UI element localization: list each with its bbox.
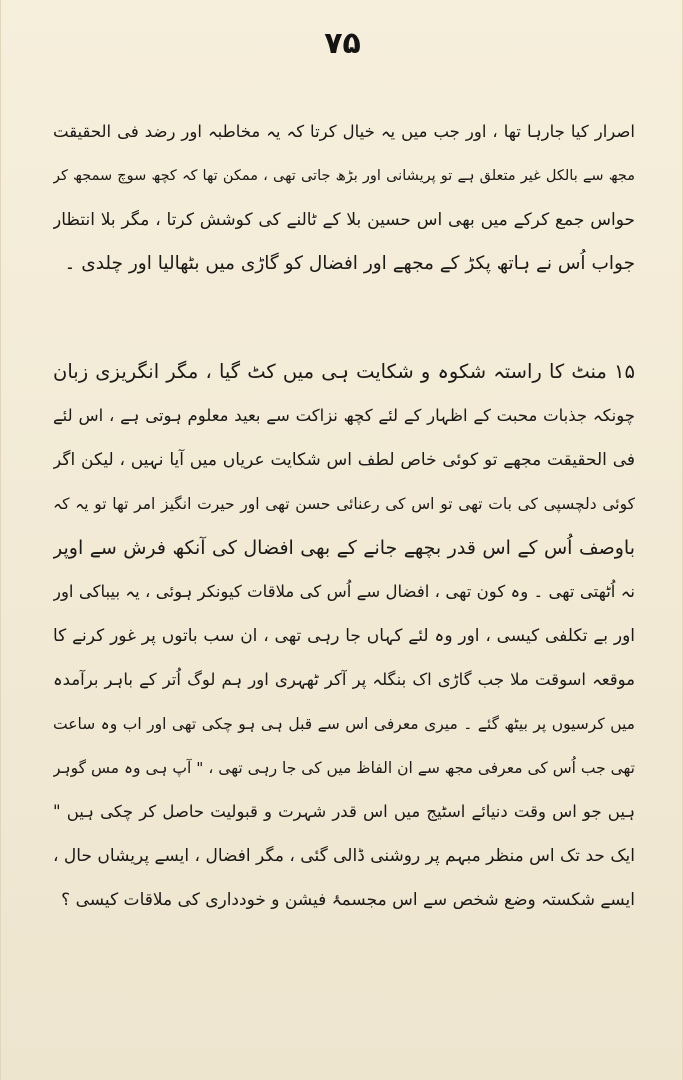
page-number: ۷۵ [324,26,361,61]
text-line: تھی جب اُس کی معرفی مجھ سے ان الفاظ میں کی جا رہی تھی ، " آپ ہی وہ مس گوہر [53,759,635,777]
text-line: کوئی دلچسپی کی بات تھی تو اس کی رعنائی حسن تھی اور حیرت انگیز امر تھا تو یہ کہ [53,495,635,513]
text-line: ایک حد تک اس منظر مبہم پر روشنی ڈالی گئی ، مگر افضال ، ایسے پریشاں حال ، [53,846,635,866]
text-line: چونکہ جذبات محبت کے اظہار کے لئے کچھ نزاکت سے بعید معلوم ہوتی ہے ، اس لئے [53,406,635,425]
text-line: فی الحقیقت مجھے تو کوئی خاص لطف اس شکایت عریاں میں آیا نہیں ، لیکن اگر [53,450,635,470]
paragraph-1 [53,110,635,286]
text-line: اور بے تکلفی کیسی ، اور وہ لئے کہاں جا رہی تھی ، ان سب باتوں پر غور کرنے کا [53,626,635,646]
text-line: جواب اُس نے ہاتھ پکڑ کے مجھے اور افضال کو گاڑی میں بٹھالیا اور چلدی ۔ [64,253,635,274]
text-line: ۱۵ منٹ کا راستہ شکوہ و شکایت ہی میں کٹ گیا ، مگر انگریزی زبان [53,360,635,383]
paragraph-2 [53,350,635,922]
text-line: ہیں جو اس وقت دنیائے اسٹیج میں اس قدر شہرت و قبولیت حاصل کر چکی ہیں " [53,802,635,821]
text-line: باوصف اُس کے اس قدر بچھے جانے کے بھی افضال کی آنکھ فرش سے اوپر [53,537,635,559]
text-line: میں کرسیوں پر بیٹھ گئے ۔ میری معرفی اس سے قبل ہی ہو چکی تھی اور اب وہ ساعت [53,715,635,733]
text-line: حواس جمع کرکے میں بھی اس حسین بلا کے ٹالنے کی کوشش کرتا ، مگر بلا انتظار [53,210,635,230]
text-line: ایسے شکستہ وضع شخص سے اس مجسمۂ فیشن و خودداری کی ملاقات کیسی ؟ [61,890,635,910]
text-line: اصرار کیا جارہا تھا ، اور جب میں یہ خیال کرتا کہ یہ مخاطبہ اور رضد فی الحقیقت [53,122,635,141]
text-line: موقعہ اسوقت ملا جب گاڑی اک بنگلہ پر آکر ٹھہری اور ہم لوگ اُتر کے باہر برآمدہ [53,670,635,689]
text-line: مجھ سے بالکل غیر متعلق ہے تو پریشانی اور بڑھ جاتی تھی ، ممکن تھا کہ کچھ سوچ سمجھ کر [53,168,635,184]
text-line: نہ اُٹھتی تھی ۔ وہ کون تھی ، افضال سے اُس کی ملاقات کیونکر ہوئی ، یہ بیباکی اور [53,582,635,601]
